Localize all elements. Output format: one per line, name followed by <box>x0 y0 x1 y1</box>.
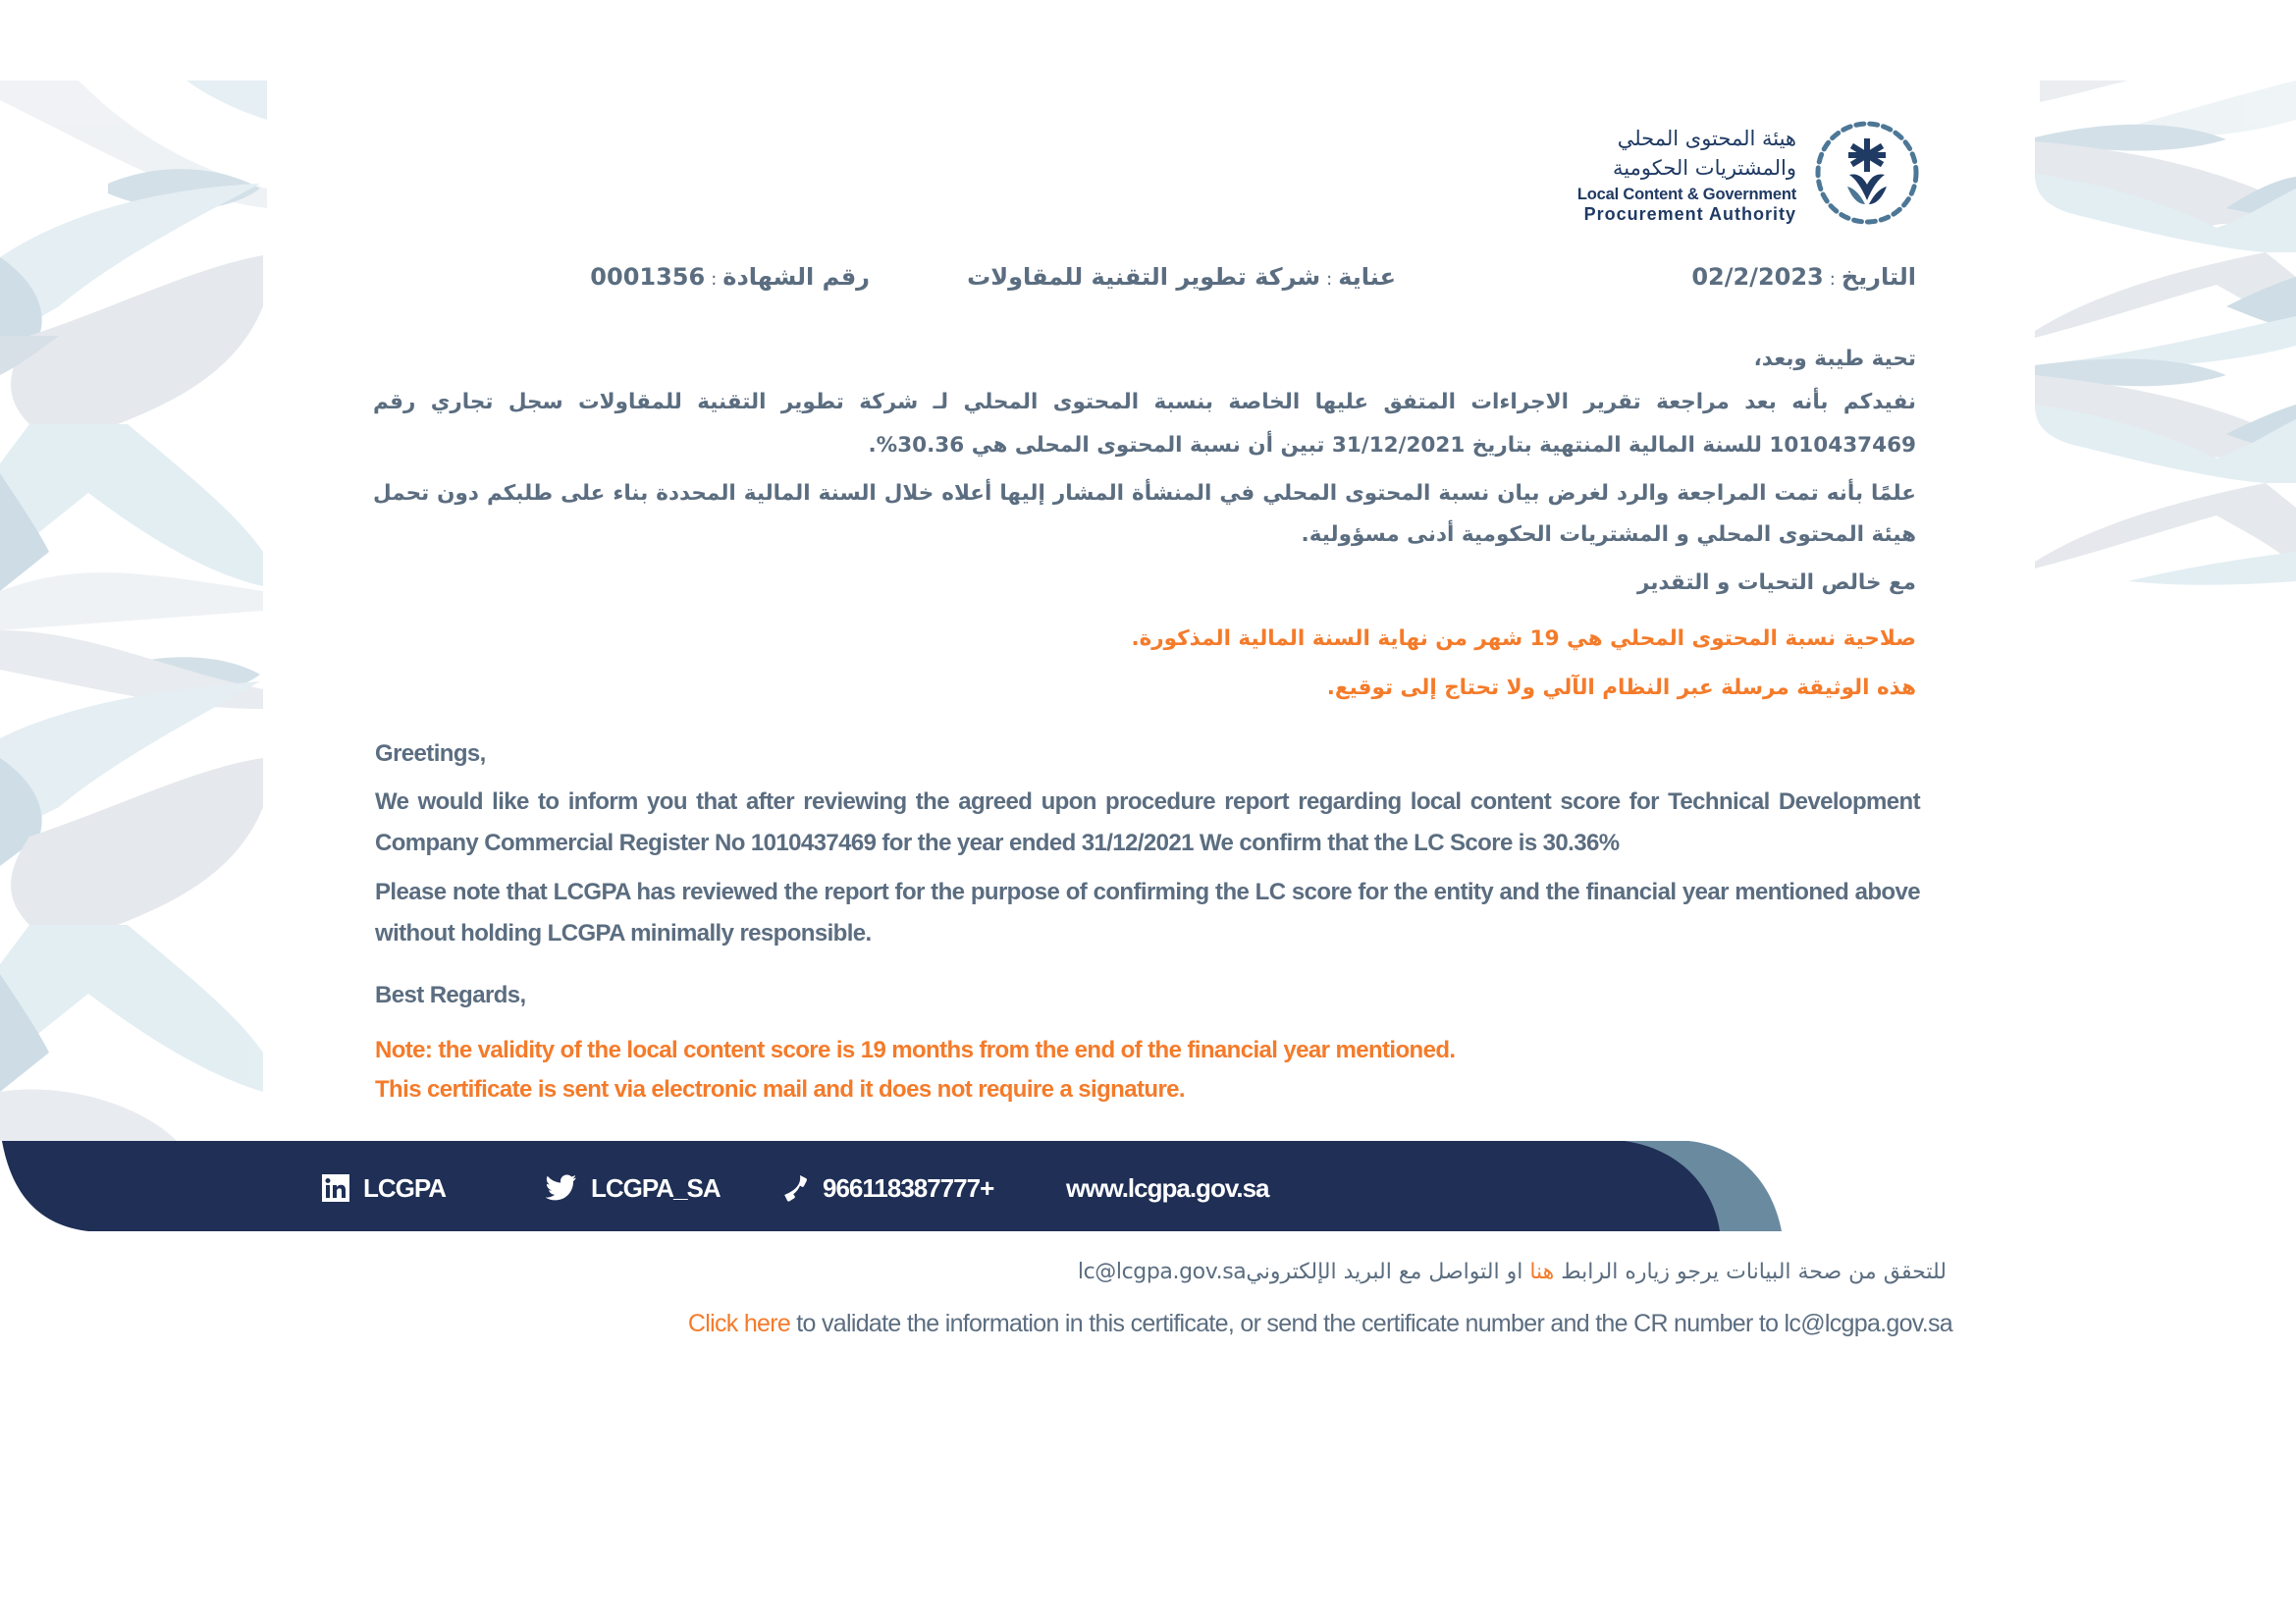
date-field <box>1691 263 1916 291</box>
date-label: التاريخ <box>1841 263 1916 291</box>
logo-arabic-line2: والمشتريات الحكومية <box>1613 156 1796 180</box>
arabic-paragraph-1: نفيدكم بأنه بعد مراجعة تقرير الاجراءات المتفق عليها الخاصة بنسبة المحتوى المحلي لـ شركة تطوير التقنية للمقاولات سجل تجاري رقم 1010437469 للسنة المالية المنتهية بتاريخ 31/12/2021 تبين أن نسبة المحتوى المحلى هي 30.36%. <box>373 390 1916 458</box>
english-paragraph-2: Please note that LCGPA has reviewed the report for the purpose of confirming the LC score for the entity and the financial year mentioned above without holding LCGPA minimally responsible. <box>375 879 1920 947</box>
arabic-note-electronic: هذه الوثيقة مرسلة عبر النظام الآلي ولا تحتاج إلى توقيع. <box>1326 676 1916 700</box>
linkedin-handle: LCGPA <box>363 1172 447 1203</box>
validation-english-text: to validate the information in this certificate, or send the certificate number and the CR number to lc@lcgpa.gov.sa <box>790 1310 1952 1337</box>
validation-arabic <box>1078 1260 1947 1284</box>
separator: : <box>711 269 718 290</box>
logo-text <box>1577 124 1796 224</box>
linkedin-icon <box>322 1174 349 1202</box>
certificate-number-value: 0001356 <box>590 263 706 291</box>
phone-icon <box>781 1174 809 1202</box>
validation-arabic-link[interactable]: هنا <box>1529 1260 1555 1284</box>
logo-arabic-line1: هيئة المحتوى المحلي <box>1617 127 1796 150</box>
attention-value: شركة تطوير التقنية للمقاولات <box>967 263 1321 291</box>
english-note-electronic: This certificate is sent via electronic mail and it does not require a signature. <box>375 1076 1185 1103</box>
footer-linkedin-link[interactable] <box>322 1173 508 1204</box>
logo-english-line2: Procurement Authority <box>1583 204 1796 224</box>
separator: : <box>1326 269 1333 290</box>
english-regards: Best Regards, <box>375 982 526 1008</box>
decorative-pattern-left <box>0 81 267 1141</box>
lcgpa-logo <box>1549 118 1922 236</box>
website-url: www.lcgpa.gov.sa <box>1066 1172 1269 1203</box>
logo-english-line1: Local Content & Government <box>1576 186 1796 203</box>
validation-arabic-suffix: او التواصل مع البريد الإلكتروني <box>1246 1260 1530 1284</box>
english-body <box>375 734 1920 1110</box>
click-here-link[interactable]: Click here <box>687 1310 791 1337</box>
footer-phone-link[interactable] <box>781 1173 1056 1204</box>
separator: : <box>1829 269 1836 290</box>
decorative-pattern-right <box>2030 81 2296 1141</box>
arabic-body <box>373 342 1916 713</box>
arabic-greeting: تحية طيبة وبعد، <box>1753 347 1916 371</box>
certificate-number-label: رقم الشهادة <box>722 263 870 291</box>
arabic-paragraph-2: علمًا بأنه تمت المراجعة والرد لغرض بيان نسبة المحتوى المحلي في المنشأة المشار إليها أعلاه خلال السنة المالية المحددة بناء على طلبكم دون تحمل هيئة المحتوى المحلي و المشتريات الحكومية أدنى مسؤولية. <box>373 481 1916 547</box>
twitter-icon <box>546 1174 577 1202</box>
arabic-regards: مع خالص التحيات و التقدير <box>1636 570 1916 595</box>
arabic-note-validity: صلاحية نسبة المحتوى المحلي هي 19 شهر من نهاية السنة المالية المذكورة. <box>1131 626 1916 651</box>
validation-arabic-email[interactable]: lc@lcgpa.gov.sa <box>1077 1260 1247 1284</box>
attention-field <box>967 263 1396 291</box>
footer-twitter-link[interactable] <box>546 1173 781 1204</box>
phone-number: 966118387777+ <box>823 1172 994 1203</box>
certificate-number-field <box>590 263 870 291</box>
footer-website-link[interactable] <box>1066 1173 1269 1204</box>
english-note-validity: Note: the validity of the local content score is 19 months from the end of the financial year mentioned. <box>375 1037 1456 1063</box>
footer-contacts <box>322 1166 1269 1210</box>
certificate-header <box>373 263 1916 306</box>
english-greeting: Greetings, <box>375 740 486 767</box>
twitter-handle: LCGPA_SA <box>591 1172 721 1203</box>
english-paragraph-1: We would like to inform you that after reviewing the agreed upon procedure report regarding local content score for Technical Development Company Commercial Register No 1010437469 for the year ended 31/12/2021 We confirm that the LC Score is 30.36% <box>375 788 1920 856</box>
validation-english <box>688 1310 1952 1338</box>
validation-arabic-prefix: للتحقق من صحة البيانات يرجو زياره الرابط <box>1561 1260 1947 1284</box>
date-value: 02/2/2023 <box>1691 263 1824 291</box>
lcgpa-emblem-icon <box>1812 118 1922 228</box>
attention-label: عناية <box>1338 263 1396 291</box>
